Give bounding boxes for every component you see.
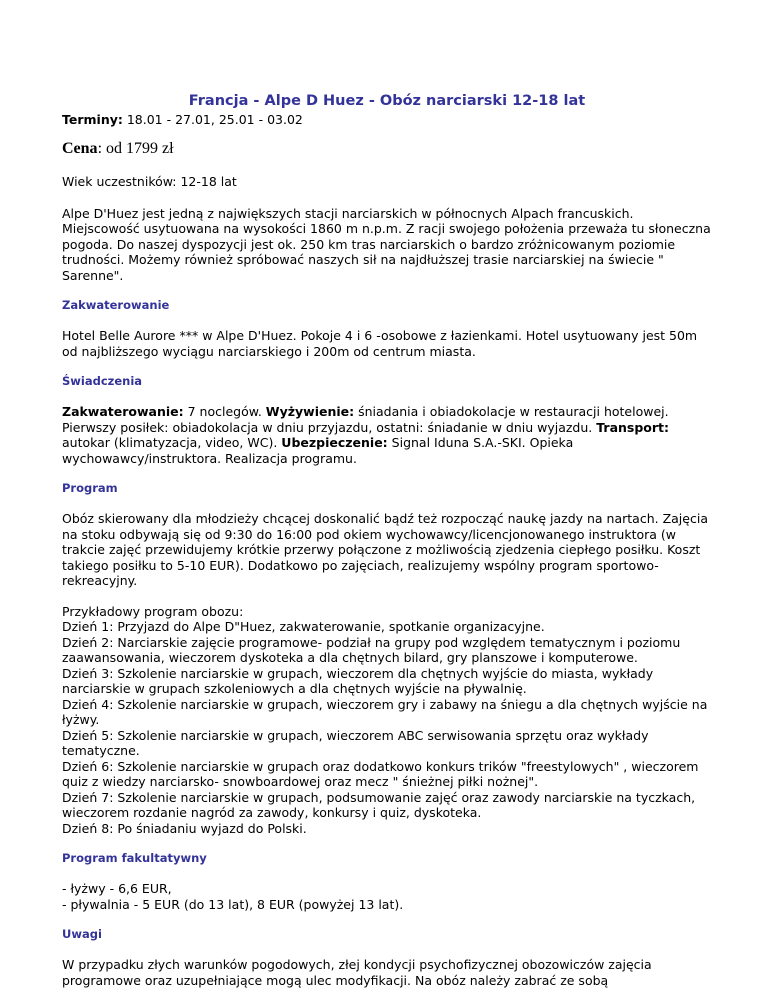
document-page — [62, 92, 712, 988]
price-line — [62, 139, 712, 159]
optional-item-2: - pływalnia - 5 EUR (do 13 lat), 8 EUR (powyżej 13 lat). — [62, 896, 404, 912]
services-acc-label: Zakwaterowanie: — [62, 404, 184, 419]
services-acc-value: 7 noclegów. — [183, 404, 266, 419]
optional-item-1: - łyżwy - 6,6 EUR, — [62, 881, 172, 896]
age-line: Wiek uczestników: 12-18 lat — [62, 174, 237, 189]
program-text: Obóz skierowany dla młodzieży chcącej doskonalić bądź też rozpocząć naukę jazdy na nartach. Zajęcia na stoku odbywają się od 9:30 do 16:00 pod okiem wychowawcy/licencjonowanego instruktora (w trakcie zajęć przewidujemy krótkie przerwy połączone z możliwością zjedzenia ciepłego posiłku. Koszt takiego posiłku to 5-10 EUR). Dodatkowo po zajęciach, realizujemy wspólny program sportowo-rekreacyjny. — [62, 511, 708, 588]
accommodation-text: Hotel Belle Aurore *** w Alpe D'Huez. Pokoje 4 i 6 -osobowe z łazienkami. Hotel usytuowany jest 50m od najbliższego wyciągu narciarskiego i 200m od centrum miasta. — [62, 328, 698, 359]
program-heading: Program — [62, 481, 118, 495]
program-day-2: Dzień 2: Narciarskie zajęcie programowe- podział na grupy pod względem tematycznym i poziomu zaawansowania, wieczorem dyskoteka a dla chętnych bilard, gry planszowe i komputerowe. — [62, 634, 681, 665]
services-transport-label: Transport: — [596, 419, 670, 435]
program-day-3: Dzień 3: Szkolenie narciarskie w grupach, wieczorem dla chętnych wyjście do miasta, wykłady narciarskie w grupach szkoleniowych a dla chętnych wyjście na pływalnię. — [62, 665, 654, 696]
services-food-label: Wyżywienie: — [265, 404, 355, 419]
program-days — [62, 604, 712, 837]
services-heading: Świadczenia — [62, 374, 143, 388]
terms-label: Terminy: — [62, 112, 123, 127]
services-transport-value: autokar (klimatyzacja, video, WC). — [62, 435, 282, 450]
optional-list — [62, 881, 712, 912]
program-day-4: Dzień 4: Szkolenie narciarskie w grupach, wieczorem gry i zabawy na śniegu a dla chętnych wyjście na łyżwy. — [62, 696, 708, 727]
price-value: : od 1799 zł — [97, 140, 174, 157]
price-label: Cena — [62, 140, 98, 157]
page-title: Francja - Alpe D Huez - Obóz narciarski 12-18 lat — [188, 93, 586, 109]
services-insurance-label: Ubezpieczenie: — [281, 435, 388, 450]
accommodation-heading: Zakwaterowanie — [62, 298, 170, 312]
notes-heading: Uwagi — [62, 927, 102, 941]
program-day-7: Dzień 7: Szkolenie narciarskie w grupach, podsumowanie zajęć oraz zawody narciarskie na tyczkach, wieczorem rozdanie nagród za zawody, konkursy i quiz, dyskoteka. — [62, 789, 696, 820]
terms-line — [62, 111, 712, 128]
program-days-intro: Przykładowy program obozu: — [62, 603, 244, 619]
services-insurance-value: Signal Iduna S.A.-SKI. Opieka wychowawcy/instruktora. Realizacja programu. — [62, 435, 574, 466]
terms-value: 18.01 - 27.01, 25.01 - 03.02 — [122, 112, 303, 127]
program-day-8: Dzień 8: Po śniadaniu wyjazd do Polski. — [62, 820, 307, 836]
notes-text: W przypadku złych warunków pogodowych, złej kondycji psychofizycznej obozowiczów zajęcia programowe oraz uzupełniające mogą ulec modyfikacji. Na obóz należy zabrać ze sobą — [62, 957, 652, 988]
program-day-1: Dzień 1: Przyjazd do Alpe D"Huez, zakwaterowanie, spotkanie organizacyjne. — [62, 619, 545, 634]
intro-paragraph: Alpe D'Huez jest jedną z największych stacji narciarskich w północnych Alpach francuskich. Miejscowość usytuowana na wysokości 1860 m n.p.m. Z racji swojego położenia przeważa tu słoneczna pogoda. Do naszej dyspozycji jest ok. 250 km tras narciarskich o bardzo zróżnicowanym poziomie trudności. Możemy również spróbować naszych sił na najdłuższej trasie narciarskiej na świecie " Sarenne". — [62, 205, 711, 283]
services-text — [62, 404, 712, 466]
program-day-5: Dzień 5: Szkolenie narciarskie w grupach, wieczorem ABC serwisowania sprzętu oraz wykłady tematyczne. — [62, 727, 649, 758]
optional-heading: Program fakultatywny — [62, 851, 207, 865]
program-day-6: Dzień 6: Szkolenie narciarskie w grupach oraz dodatkowo konkurs trików "freestylowych" , wieczorem quiz z wiedzy narciarsko- snowboardowej oraz mecz " śnieżnej piłki nożnej". — [62, 758, 699, 789]
services-food-value: śniadania i obiadokolacje w restauracji hotelowej. Pierwszy posiłek: obiadokolacja w dniu przyjazdu, ostatni: śniadanie w dniu wyjazdu. — [62, 404, 669, 435]
